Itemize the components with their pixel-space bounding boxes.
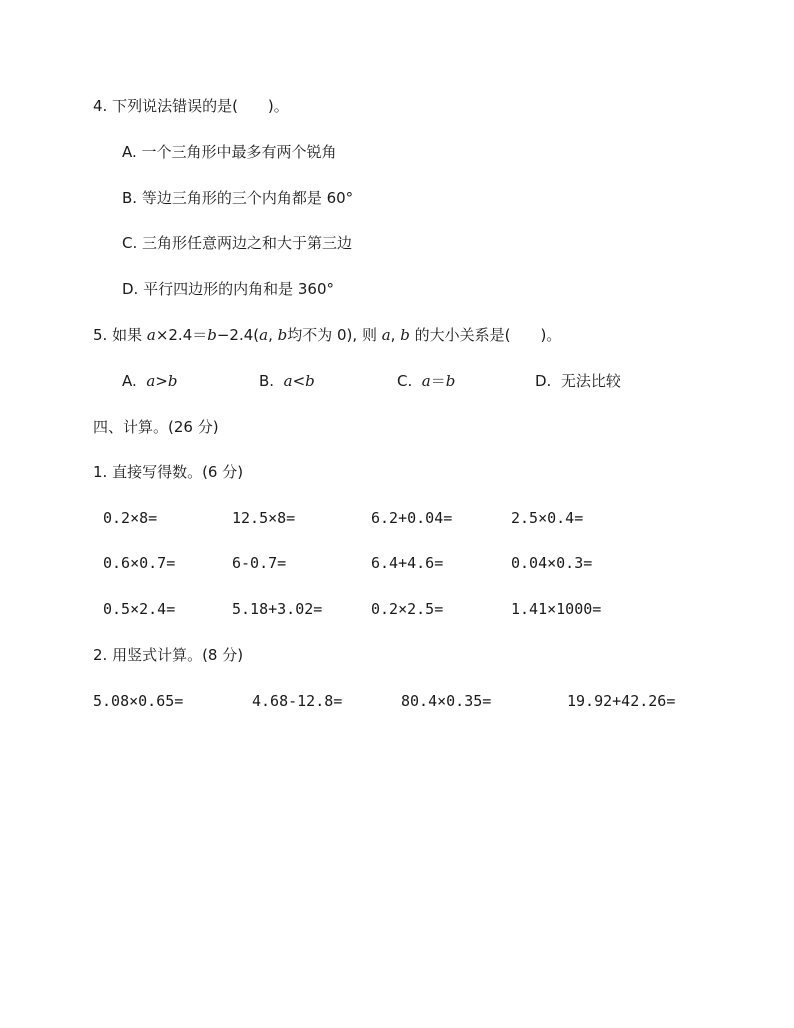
option-lhs: a — [421, 372, 431, 390]
calc-item: 2.5×0.4= — [511, 509, 584, 527]
question-4-option-d: D. 平行四边形的内角和是 360° — [122, 280, 334, 298]
calc-item: 0.6×0.7= — [103, 554, 176, 572]
option-lhs: a — [146, 372, 156, 390]
question-4-option-c: C. 三角形任意两边之和大于第三边 — [122, 234, 353, 252]
option-operator: < — [292, 372, 306, 390]
option-lhs: a — [283, 372, 293, 390]
option-operator: ＝ — [430, 372, 446, 390]
option-text: 无法比较 — [560, 372, 621, 390]
vertical-calc-item: 4.68-12.8= — [252, 692, 343, 710]
calc-item: 6.4+4.6= — [371, 554, 444, 572]
calc-item: 5.18+3.02= — [232, 600, 323, 618]
question-5-option-a — [122, 371, 177, 391]
vertical-calc-item: 80.4×0.35= — [401, 692, 492, 710]
option-operator: > — [155, 372, 168, 390]
option-label: B. — [259, 372, 275, 390]
question-5-stem — [93, 325, 561, 345]
q5-text: 5. 如果 — [93, 326, 147, 344]
calc-item: 6-0.7= — [232, 554, 287, 572]
question-5-option-b — [259, 371, 315, 391]
q5-var-b: b — [400, 326, 410, 344]
q5-text: −2.4( — [216, 326, 260, 344]
calc-item: 0.2×8= — [103, 509, 158, 527]
calc-item: 6.2+0.04= — [371, 509, 453, 527]
q5-var-a: a — [259, 326, 269, 344]
calc-item: 0.2×2.5= — [371, 600, 444, 618]
calc-item: 1.41×1000= — [511, 600, 602, 618]
q5-var-b: b — [207, 326, 217, 344]
question-5-option-c — [397, 371, 455, 391]
option-label: C. — [397, 372, 413, 390]
option-rhs: b — [445, 372, 456, 390]
q5-text: , — [268, 326, 278, 344]
option-rhs: b — [305, 372, 315, 390]
calc-item: 0.04×0.3= — [511, 554, 593, 572]
question-4-option-b: B. 等边三角形的三个内角都是 60° — [122, 189, 354, 207]
question-5-option-d — [535, 371, 621, 391]
q5-var-a: a — [146, 326, 156, 344]
option-label: A. — [122, 372, 137, 390]
q5-text: 均不为 0), 则 — [287, 326, 382, 344]
q5-var-b: b — [277, 326, 288, 344]
section-4-title: 四、计算。(26 分) — [93, 418, 219, 436]
part-2-title: 2. 用竖式计算。(8 分) — [93, 646, 244, 664]
option-rhs: b — [167, 372, 178, 390]
part-1-title: 1. 直接写得数。(6 分) — [93, 463, 244, 481]
calc-item: 12.5×8= — [232, 509, 296, 527]
vertical-calc-item: 5.08×0.65= — [93, 692, 184, 710]
q5-var-a: a — [381, 326, 391, 344]
q5-text: , — [390, 326, 401, 344]
question-4-stem: 4. 下列说法错误的是( )。 — [93, 97, 289, 115]
vertical-calc-item: 19.92+42.26= — [567, 692, 676, 710]
option-label: D. — [535, 372, 552, 390]
q5-text: ×2.4＝ — [155, 326, 208, 344]
calc-item: 0.5×2.4= — [103, 600, 176, 618]
q5-text: 的大小关系是( )。 — [409, 326, 562, 344]
question-4-option-a: A. 一个三角形中最多有两个锐角 — [122, 143, 337, 161]
